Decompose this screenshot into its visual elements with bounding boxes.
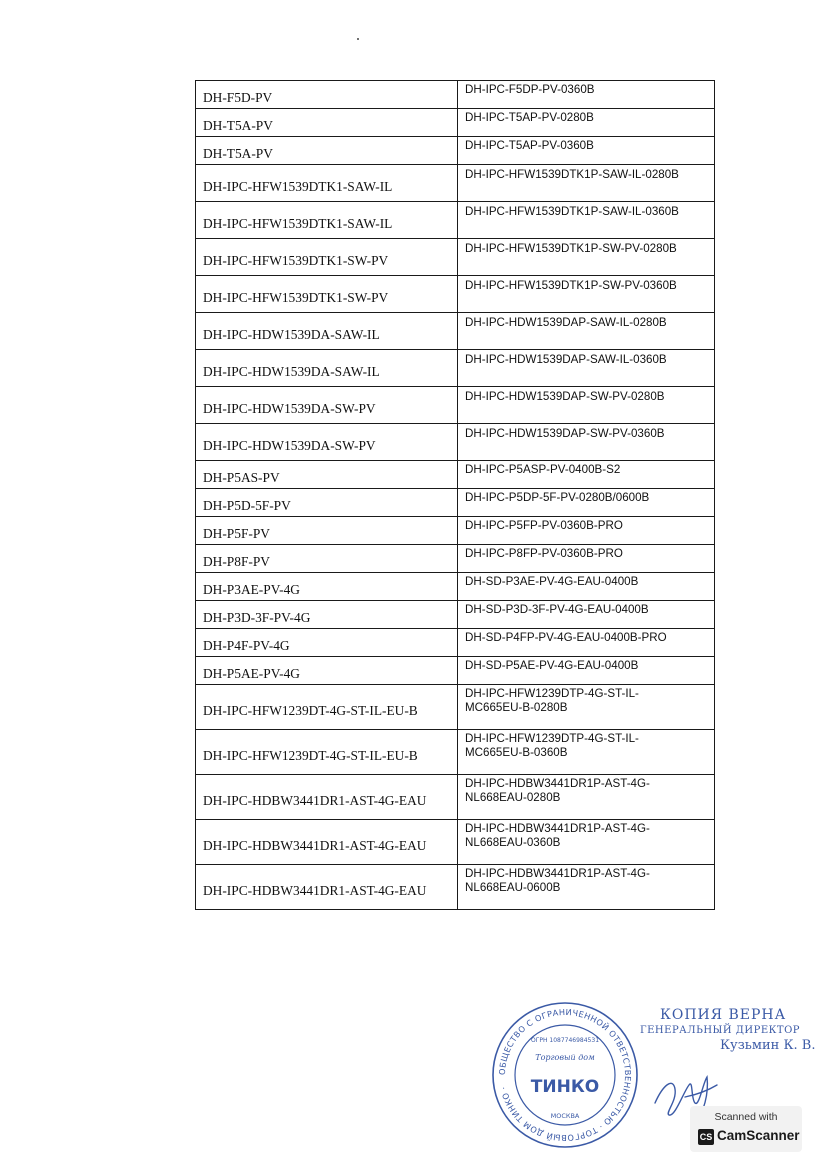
article-cell <box>458 730 715 775</box>
article-code-line: NL668EAU-0280B <box>465 791 561 804</box>
model-cell <box>196 657 458 685</box>
article-code: DH-IPC-P5ASP-PV-0400B-S2 <box>465 463 621 476</box>
article-code: DH-IPC-HDW1539DAP-SAW-IL-0360B <box>465 353 667 366</box>
table-row <box>196 489 715 517</box>
article-code-line: DH-IPC-HDBW3441DR1P-AST-4G- <box>465 822 650 835</box>
model-cell <box>196 350 458 387</box>
table-row <box>196 629 715 657</box>
model-name: DH-P3AE-PV-4G <box>203 582 300 597</box>
model-name: DH-P4F-PV-4G <box>203 638 290 653</box>
table-row <box>196 545 715 573</box>
table-row <box>196 202 715 239</box>
copy-true-text: КОПИЯ ВЕРНА <box>660 1007 787 1023</box>
article-cell <box>458 202 715 239</box>
article-cell <box>458 517 715 545</box>
table-row <box>196 601 715 629</box>
article-cell <box>458 629 715 657</box>
table-row <box>196 573 715 601</box>
article-code-line: DH-IPC-HDBW3441DR1P-AST-4G- <box>465 867 650 880</box>
model-name: DH-IPC-HFW1539DTK1-SW-PV <box>203 290 389 305</box>
article-code-line: MC665EU-B-0360B <box>465 746 568 759</box>
article-code: DH-SD-P3AE-PV-4G-EAU-0400B <box>465 575 639 588</box>
model-name: DH-IPC-HDW1539DA-SW-PV <box>203 401 376 416</box>
model-cell <box>196 775 458 820</box>
table-row <box>196 239 715 276</box>
seal-ring-text: ОБЩЕСТВО С ОГРАНИЧЕННОЙ ОТВЕТСТВЕННОСТЬЮ · ТОРГОВЫЙ ДОМ ТИНКО · <box>496 1006 634 1144</box>
model-cell <box>196 165 458 202</box>
article-cell <box>458 545 715 573</box>
model-cell <box>196 387 458 424</box>
model-name: DH-T5A-PV <box>203 118 273 133</box>
table-row <box>196 730 715 775</box>
article-code-line: DH-IPC-HFW1239DTP-4G-ST-IL- <box>465 687 639 700</box>
seal-caption: Торговый дом <box>535 1053 595 1062</box>
model-name: DH-P3D-3F-PV-4G <box>203 610 311 625</box>
article-cell <box>458 276 715 313</box>
svg-text:ОБЩЕСТВО С ОГРАНИЧЕННОЙ ОТВЕТС <box>497 1007 633 1143</box>
article-code <box>458 775 714 805</box>
article-code: DH-IPC-HFW1539DTK1P-SAW-IL-0280B <box>465 168 679 181</box>
article-code <box>458 685 714 715</box>
article-code: DH-IPC-P5DP-5F-PV-0280B/0600B <box>465 491 650 504</box>
article-code: DH-IPC-HFW1539DTK1P-SAW-IL-0360B <box>465 205 679 218</box>
article-code: DH-IPC-P5FP-PV-0360B-PRO <box>465 519 623 532</box>
table-row <box>196 165 715 202</box>
article-cell <box>458 601 715 629</box>
model-name: DH-IPC-HDW1539DA-SW-PV <box>203 438 376 453</box>
camscanner-badge <box>690 1106 802 1152</box>
article-code: DH-IPC-HFW1539DTK1P-SW-PV-0360B <box>465 279 677 292</box>
article-code: DH-IPC-HFW1539DTK1P-SW-PV-0280B <box>465 242 677 255</box>
model-name: DH-P8F-PV <box>203 554 270 569</box>
model-correspondence-table <box>195 80 715 910</box>
model-cell <box>196 730 458 775</box>
company-seal <box>490 1000 640 1150</box>
model-cell <box>196 239 458 276</box>
article-code: DH-SD-P4FP-PV-4G-EAU-0400B-PRO <box>465 631 667 644</box>
model-cell <box>196 685 458 730</box>
speck-mark <box>357 38 359 40</box>
model-name: DH-IPC-HDBW3441DR1-AST-4G-EAU <box>203 793 427 808</box>
model-cell <box>196 820 458 865</box>
model-cell <box>196 545 458 573</box>
article-code-line: DH-IPC-HDBW3441DR1P-AST-4G- <box>465 777 650 790</box>
article-cell <box>458 350 715 387</box>
article-cell <box>458 657 715 685</box>
article-cell <box>458 775 715 820</box>
article-code: DH-IPC-T5AP-PV-0360B <box>465 139 594 152</box>
model-cell <box>196 424 458 461</box>
table-row <box>196 685 715 730</box>
position-text: ГЕНЕРАЛЬНЫЙ ДИРЕКТОР <box>640 1025 800 1036</box>
model-cell <box>196 276 458 313</box>
article-cell <box>458 81 715 109</box>
model-name: DH-IPC-HFW1539DTK1-SAW-IL <box>203 179 393 194</box>
model-name: DH-P5AE-PV-4G <box>203 666 300 681</box>
model-name: DH-IPC-HFW1539DTK1-SW-PV <box>203 253 389 268</box>
table-body <box>196 81 715 910</box>
model-name: DH-P5D-5F-PV <box>203 498 291 513</box>
article-code-line: NL668EAU-0360B <box>465 836 561 849</box>
table-row <box>196 276 715 313</box>
table-row <box>196 137 715 165</box>
model-name: DH-IPC-HDW1539DA-SAW-IL <box>203 327 380 342</box>
article-cell <box>458 109 715 137</box>
article-cell <box>458 424 715 461</box>
article-cell <box>458 489 715 517</box>
director-name: Кузьмин К. В. <box>720 1038 816 1053</box>
table-row <box>196 657 715 685</box>
table-row <box>196 424 715 461</box>
model-cell <box>196 109 458 137</box>
article-cell <box>458 573 715 601</box>
table-row <box>196 387 715 424</box>
table-row <box>196 313 715 350</box>
article-code <box>458 820 714 850</box>
article-code <box>458 730 714 760</box>
article-code: DH-IPC-HDW1539DAP-SW-PV-0280B <box>465 390 665 403</box>
model-cell <box>196 461 458 489</box>
model-cell <box>196 517 458 545</box>
seal-logo: ТИНКО <box>530 1077 600 1097</box>
model-cell <box>196 865 458 910</box>
model-cell <box>196 313 458 350</box>
table-row <box>196 865 715 910</box>
article-code: DH-SD-P3D-3F-PV-4G-EAU-0400B <box>465 603 649 616</box>
model-cell <box>196 489 458 517</box>
model-name: DH-IPC-HDW1539DA-SAW-IL <box>203 364 380 379</box>
article-cell <box>458 137 715 165</box>
article-code: DH-IPC-F5DP-PV-0360B <box>465 83 595 96</box>
article-cell <box>458 165 715 202</box>
scanned-with-text: Scanned with <box>714 1111 778 1123</box>
article-code-line: NL668EAU-0600B <box>465 881 561 894</box>
model-cell <box>196 137 458 165</box>
article-cell <box>458 685 715 730</box>
model-name: DH-IPC-HFW1239DT-4G-ST-IL-EU-B <box>203 703 418 718</box>
article-code: DH-IPC-T5AP-PV-0280B <box>465 111 594 124</box>
article-cell <box>458 461 715 489</box>
model-name: DH-P5F-PV <box>203 526 270 541</box>
camscanner-logo-icon: CS <box>698 1129 714 1145</box>
model-name: DH-IPC-HDBW3441DR1-AST-4G-EAU <box>203 883 427 898</box>
certification-note <box>640 1008 820 1053</box>
model-name: DH-T5A-PV <box>203 146 273 161</box>
table-row <box>196 820 715 865</box>
article-cell <box>458 387 715 424</box>
article-cell <box>458 820 715 865</box>
seal-city: МОСКВА <box>550 1112 580 1120</box>
article-code: DH-IPC-HDW1539DAP-SAW-IL-0280B <box>465 316 667 329</box>
table-row <box>196 109 715 137</box>
table-row <box>196 775 715 820</box>
table-row <box>196 517 715 545</box>
article-code-line: MC665EU-B-0280B <box>465 701 568 714</box>
article-cell <box>458 865 715 910</box>
model-cell <box>196 629 458 657</box>
model-name: DH-F5D-PV <box>203 90 273 105</box>
model-cell <box>196 573 458 601</box>
camscanner-brand: CamScanner <box>717 1128 800 1143</box>
article-code: DH-IPC-P8FP-PV-0360B-PRO <box>465 547 623 560</box>
model-name: DH-P5AS-PV <box>203 470 280 485</box>
table-row <box>196 461 715 489</box>
article-code-line: DH-IPC-HFW1239DTP-4G-ST-IL- <box>465 732 639 745</box>
seal-ogrn: ОГРН 1087746984531 <box>530 1037 600 1044</box>
article-code: DH-SD-P5AE-PV-4G-EAU-0400B <box>465 659 639 672</box>
article-code: DH-IPC-HDW1539DAP-SW-PV-0360B <box>465 427 665 440</box>
model-cell <box>196 81 458 109</box>
table-row <box>196 350 715 387</box>
table-row <box>196 81 715 109</box>
model-cell <box>196 202 458 239</box>
article-cell <box>458 239 715 276</box>
model-name: DH-IPC-HDBW3441DR1-AST-4G-EAU <box>203 838 427 853</box>
article-cell <box>458 313 715 350</box>
model-cell <box>196 601 458 629</box>
model-name: DH-IPC-HFW1539DTK1-SAW-IL <box>203 216 393 231</box>
article-code <box>458 865 714 895</box>
model-name: DH-IPC-HFW1239DT-4G-ST-IL-EU-B <box>203 748 418 763</box>
